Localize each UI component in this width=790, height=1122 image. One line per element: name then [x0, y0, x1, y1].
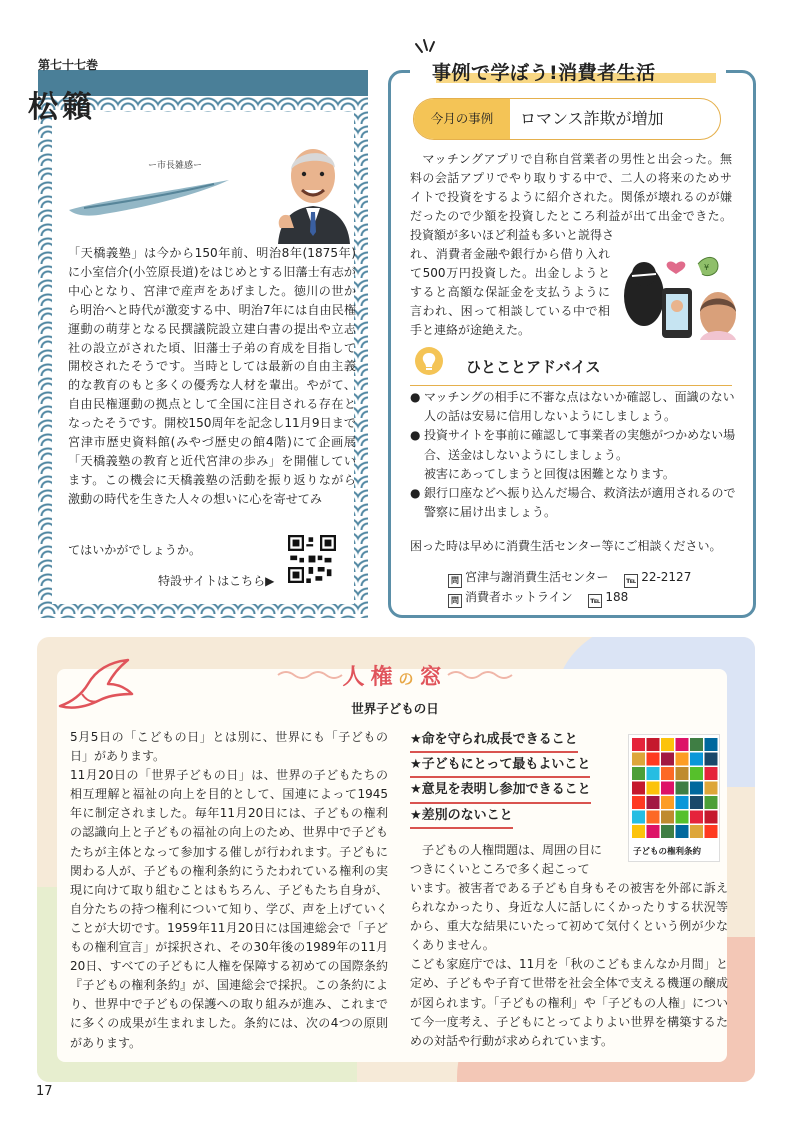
principles-list — [410, 728, 591, 829]
contact-tel: 22-2127 — [641, 570, 692, 584]
case-text-2: れ、消費者金融や銀行から借り入れて500万円投資した。出金しようとすると高額な保証金を支払うように言われ、困って相談している中で相手と連絡が途絶えた。 — [410, 247, 610, 337]
romance-scam-illustration — [614, 244, 742, 344]
poster-tile — [676, 753, 689, 766]
poster-tile — [647, 738, 660, 751]
title-char: の — [398, 670, 420, 688]
poster-tile — [705, 738, 718, 751]
poster-tile — [705, 825, 718, 838]
tel-tag: ℡ — [624, 574, 638, 588]
poster-tile — [647, 753, 660, 766]
human-rights-left-text: 5月5日の「こどもの日」とは別に、世界にも「子どもの日」があります。 11月20日の「世界子どもの日」は、世界の子どもたちの相互理解と福祉の向上を目的として、国連によって1945年に制定されました。毎年11月20日には、子どもの権利の認識向上と子どもの福祉の向上のため、世界中で子どもたちが主体となって参加する催しが行われます。子どもに関わる人が、子どもの権利条約にうたわれている権利の実現に向けて取り組むことはもちろん、子どもたち自身が、自分たちの持つ権利について知り、学び、声を上げていくことが大切です。1959年11月20日には国連総会で「子どもの権利宣言」が採択され、その30年後の1989年の11月20日、すべての子どもに人権を保障する初めての国際条約『子どもの権利条約』が、国連総会で採択。この条約により、世界中で子どもの保護への取り組みが進み、これまでに多くの成果が生まれました。条約には、次の4つの原則があります。 — [70, 730, 388, 1050]
case-label: 今月の事例 — [414, 99, 510, 139]
sdg-grid — [629, 735, 721, 843]
principle-item: ★差別のないこと — [410, 804, 513, 829]
contact-row — [448, 568, 691, 588]
poster-tile — [661, 738, 674, 751]
advice-title: ひとことアドバイス — [466, 358, 601, 376]
advice-divider — [410, 385, 732, 386]
poster-tile — [690, 753, 703, 766]
poster-tile — [705, 767, 718, 780]
contact-name: 消費者ホットライン — [465, 590, 573, 604]
poster-tile — [690, 811, 703, 824]
poster-tile — [647, 811, 660, 824]
inquiry-tag: 問 — [448, 594, 462, 608]
poster-tile — [690, 767, 703, 780]
poster-tile — [661, 782, 674, 795]
svg-text:¥: ¥ — [704, 263, 710, 272]
poster-tile — [632, 782, 645, 795]
poster-label: 子どもの権利条約 — [633, 847, 702, 857]
human-rights-subtitle: 世界子どもの日 — [351, 701, 439, 716]
human-rights-title — [0, 660, 790, 691]
special-site-link[interactable]: 特設サイトはこちら▶ — [158, 574, 275, 588]
poster-tile — [705, 796, 718, 809]
principle-item: ★命を守られ成長できること — [410, 728, 578, 753]
list-item — [410, 465, 736, 484]
poster-tile — [632, 738, 645, 751]
poster-tile — [647, 767, 660, 780]
poster-tile — [690, 738, 703, 751]
principle-item: ★子どもにとって最もよいこと — [410, 753, 590, 778]
title-char: 権 — [370, 665, 399, 690]
column-subtitle: ー市長雑感ー — [148, 161, 203, 171]
human-rights-right-text-2: います。被害者である子ども自身もその被害を外部に訴えられなかったり、身近な人に話しにくかったりする状況等から、重大な結果にいたって初めて気付くという例が少なくありません。 こども家庭庁では、11月を「秋のこどもまんなか月間」と定め、子どもや子育て世帯を社会全体で支える機運の醸成が図られます。「子どもの権利」や「子どもの人権」について今一度考え、子どもにとってよりよい世界を構築するための対話や行動が求められています。 — [410, 881, 728, 1048]
poster-tile — [661, 796, 674, 809]
rights-poster-image — [628, 734, 720, 862]
poster-tile — [676, 796, 689, 809]
poster-tile — [632, 811, 645, 824]
column-body-last: てはいかがでしょうか。 — [68, 543, 202, 557]
advice-item: 投資サイトを事前に確認して事業者の実態がつかめない場合、送金はしないようにしましょう。 — [424, 428, 736, 462]
poster-tile — [690, 825, 703, 838]
case-title: ロマンス詐欺が増加 — [520, 109, 664, 128]
poster-tile — [690, 782, 703, 795]
case-header — [413, 98, 721, 140]
list-item: ● 投資サイトを事前に確認して事業者の実態がつかめない場合、送金はしないようにしましょう。 — [410, 426, 736, 464]
inquiry-tag: 問 — [448, 574, 462, 588]
amanohashidate-brush-illustration — [64, 172, 234, 222]
poster-tile — [705, 782, 718, 795]
poster-tile — [632, 753, 645, 766]
volume-label: 第七十七巻 — [38, 58, 99, 72]
advice-item: マッチングの相手に不審な点はないか確認し、面識のない人の話は安易に信用しないようにしましょう。 — [424, 390, 735, 424]
poster-tile — [676, 782, 689, 795]
advice-item: 被害にあってしまうと回復は困難となります。 — [424, 466, 675, 481]
poster-tile — [647, 796, 660, 809]
poster-tile — [676, 767, 689, 780]
advice-list — [410, 388, 736, 522]
poster-tile — [661, 811, 674, 824]
tel-tag: ℡ — [588, 594, 602, 608]
column-body: 「天橋義塾」は今から150年前、明治8年(1875年)に小室信介(小笠原長道)をはじめとする旧藩士有志が中心となり、宮津で産声をあげました。徳川の世から明治へと時代が激変する中、明治7年には自由民権運動の萌芽となる民撰議院設立建白書の提出や立志社の設立がされた頃、旧藩士子弟の育成を目指して開校されたそうです。当時としては最新の自由主義的な教育のもと多くの優秀な人材を輩出。やがて、自由民権運動の拠点として全国に注目される存在となったそうです。開校150周年を記念し11月9日まで宮津市歴史資料館(みやづ歴史の館4階)にて企画展「天橋義塾の教育と近代宮津の歩み」を開催しています。この機会に天橋義塾の活動を振り返りながら激動の時代を生きた人々の想いに心を寄せてみ — [68, 246, 356, 506]
consult-note: 困った時は早めに消費生活センター等にご相談ください。 — [410, 539, 722, 553]
list-item: ● 銀行口座などへ振り込んだ場合、救済法が適用されるので警察に届け出ましょう。 — [410, 484, 736, 522]
column-name: 松籟 — [28, 90, 96, 125]
poster-tile — [676, 738, 689, 751]
title-char: 人 — [342, 665, 371, 690]
poster-tile — [676, 811, 689, 824]
case-text-1: マッチングアプリで自称自営業者の男性と出会った。無料の会話アプリでやり取りする中で、二人の将来のためサイトで投資をするように紹介された。関係が壊れるのが嫌だったので少額を投資したところ利益が出て出金できた。投資額が多いほど利益も多いと説得さ — [410, 152, 732, 242]
contact-name: 宮津与謝消費生活センター — [465, 570, 609, 584]
poster-tile — [661, 753, 674, 766]
poster-tile — [661, 825, 674, 838]
poster-tile — [647, 782, 660, 795]
poster-tile — [705, 811, 718, 824]
poster-tile — [690, 796, 703, 809]
title-char: 窓 — [419, 665, 448, 690]
principle-item: ★意見を表明し参加できること — [410, 778, 591, 803]
poster-tile — [632, 767, 645, 780]
contact-row — [448, 588, 691, 608]
poster-tile — [676, 825, 689, 838]
human-rights-right-text-1: 子どもの人権問題は、周囲の目につきにくいところで多く起こって — [410, 843, 603, 876]
advice-item: 銀行口座などへ振り込んだ場合、救済法が適用されるので警察に届け出ましょう。 — [424, 486, 736, 520]
qr-code[interactable] — [288, 535, 336, 583]
consumer-title: 事例で学ぼう!消費者生活 — [432, 62, 656, 84]
case-text — [410, 150, 732, 245]
poster-tile — [647, 825, 660, 838]
poster-tile — [632, 825, 645, 838]
poster-tile — [705, 753, 718, 766]
page-number: 17 — [36, 1084, 53, 1099]
contact-tel: 188 — [605, 590, 629, 604]
poster-tile — [661, 767, 674, 780]
list-item: ● マッチングの相手に不審な点はないか確認し、面識のない人の話は安易に信用しないようにしましょう。 — [410, 388, 736, 426]
lightbulb-icon — [414, 346, 444, 376]
mayor-portrait-illustration — [272, 132, 354, 244]
contact-list — [448, 568, 691, 608]
poster-tile — [632, 796, 645, 809]
